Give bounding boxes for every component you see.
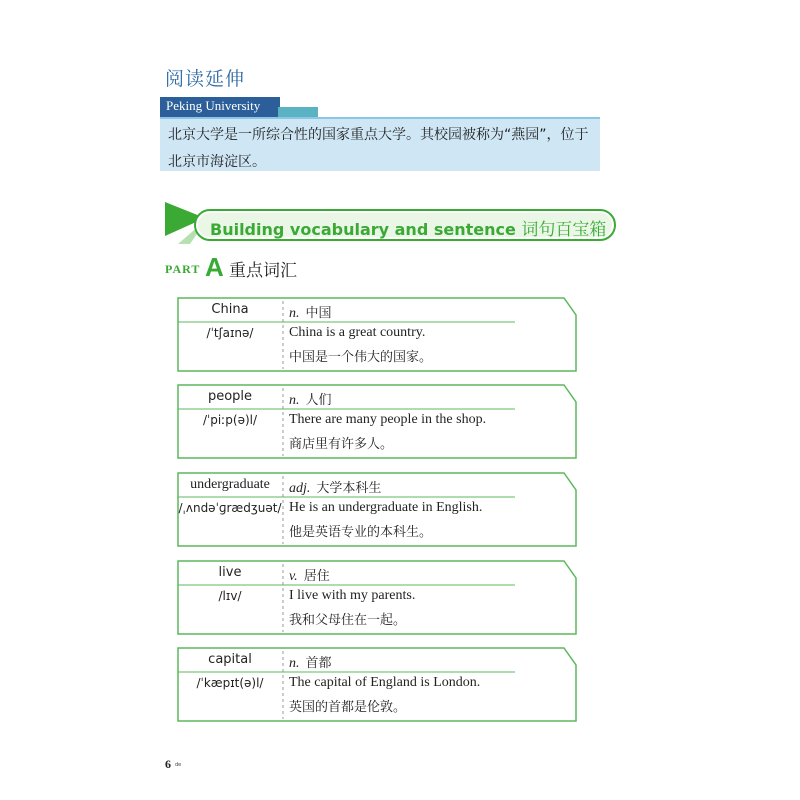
vocab-example-translation: 他是英语专业的本科生。 xyxy=(289,525,433,540)
part-letter: A xyxy=(205,252,224,282)
vocab-meaning: 大学本科生 xyxy=(316,481,382,496)
vocab-meaning: 中国 xyxy=(305,306,332,321)
vocab-pos: n. xyxy=(289,306,300,321)
vocab-example: The capital of England is London. xyxy=(289,675,481,690)
vocab-phonetic: /ˌʌndəˈɡrædʒuət/ xyxy=(178,501,282,515)
vocab-card xyxy=(177,647,577,722)
vocab-word: live xyxy=(218,565,242,580)
vocab-phonetic: /ˈkæpɪt(ə)l/ xyxy=(196,676,264,690)
vocab-phonetic: /lɪv/ xyxy=(218,589,242,603)
vocab-example-translation: 英国的首都是伦敦。 xyxy=(289,700,407,715)
section-title: 阅读延伸 xyxy=(165,68,246,90)
page-number: 6 xyxy=(165,757,171,771)
page-mark: de xyxy=(175,762,182,768)
vocab-example: China is a great country. xyxy=(289,325,426,340)
vocab-example: I live with my parents. xyxy=(289,588,416,603)
vocab-meaning: 首都 xyxy=(305,656,332,671)
vocab-card xyxy=(177,297,577,372)
vocab-word: China xyxy=(211,302,249,317)
vocab-pos: n. xyxy=(289,656,300,671)
vocab-example-translation: 中国是一个伟大的国家。 xyxy=(289,350,433,365)
vocab-word: capital xyxy=(208,652,252,667)
vocab-pos: v. xyxy=(289,569,298,584)
vocab-definition xyxy=(289,302,332,322)
vocab-meaning: 居住 xyxy=(303,569,330,584)
part-label: PART xyxy=(165,262,201,276)
vocab-definition xyxy=(289,565,330,585)
vocab-phonetic: /ˈtʃaɪnə/ xyxy=(206,326,254,340)
reading-tag: Peking University xyxy=(166,98,261,113)
vocab-meaning: 人们 xyxy=(305,393,332,408)
vocab-example-translation: 商店里有许多人。 xyxy=(289,437,394,452)
vocab-example-translation: 我和父母住在一起。 xyxy=(289,613,407,628)
vocab-phonetic: /ˈpiːp(ə)l/ xyxy=(202,413,258,427)
vocab-word: people xyxy=(207,389,253,404)
part-title: 重点词汇 xyxy=(229,261,297,281)
banner-title xyxy=(210,215,606,240)
vocab-card xyxy=(177,472,577,547)
vocab-example: He is an undergraduate in English. xyxy=(289,500,483,515)
vocab-pos: n. xyxy=(289,393,300,408)
vocab-pos: adj. xyxy=(289,481,311,496)
vocab-card xyxy=(177,560,577,635)
banner-chinese: 词句百宝箱 xyxy=(521,220,607,240)
vocab-card xyxy=(177,384,577,459)
vocab-definition xyxy=(289,477,381,497)
vocab-definition xyxy=(289,389,332,409)
reading-text: 北京大学是一所综合性的国家重点大学。其校园被称为“燕园”，位于北京市海淀区。 xyxy=(168,127,589,170)
vocab-word: undergraduate xyxy=(190,477,270,492)
vocab-example: There are many people in the shop. xyxy=(289,412,487,427)
vocab-definition xyxy=(289,652,332,672)
banner-english: Building vocabulary and sentence xyxy=(210,220,516,239)
